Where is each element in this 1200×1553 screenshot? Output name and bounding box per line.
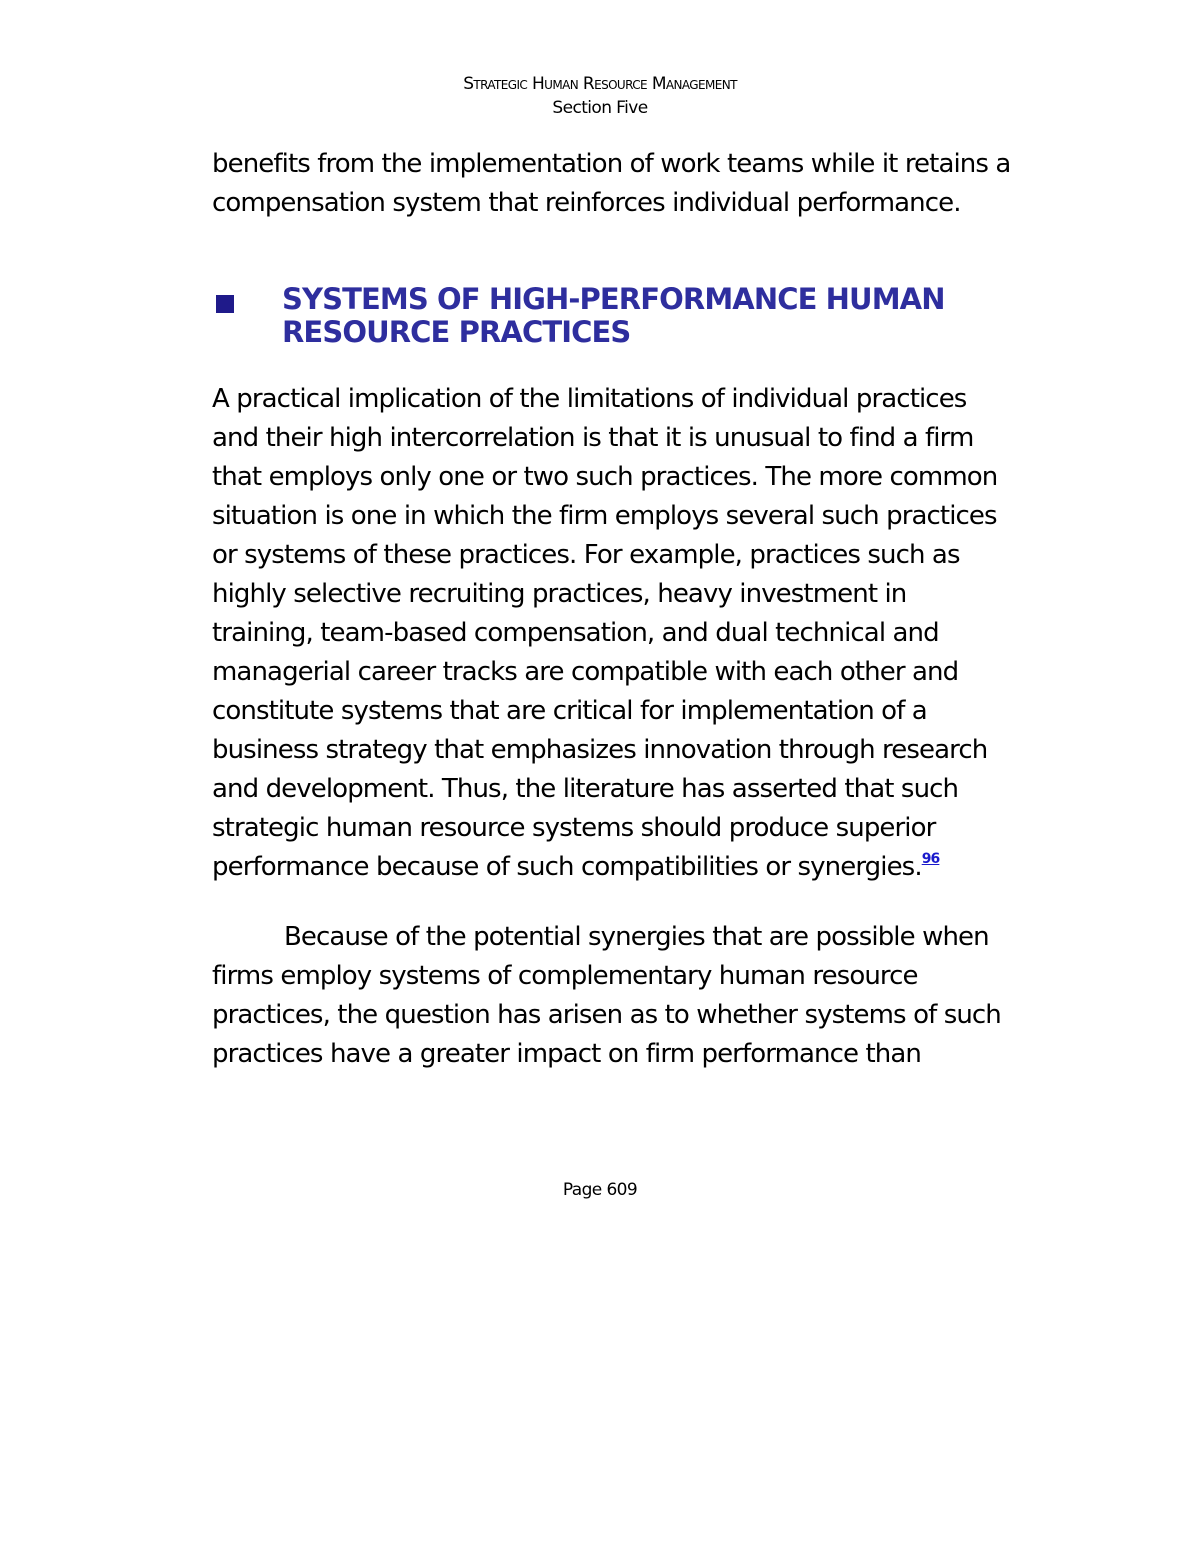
paragraph-systems-text: A practical implication of the limitations of individual practices and their high intercorrelation is that it is unusual to find a firm that employs only one or two such practices. The more common situation is one in which the firm employs several such practices or systems of these practices. For example, practices such as highly selective recruiting practices, heavy investment in training, team-based compensation, and dual technical and managerial career tracks are compatible with each other and constitute systems that are critical for implementation of a business strategy that emphasizes innovation through research and development. Thus, the literature has asserted that such strategic human resource systems should produce superior performance because of such compatibilities or synergies. — [212, 384, 998, 882]
footnote-link[interactable]: 96 — [921, 851, 940, 867]
continued-paragraph: benefits from the implementation of work teams while it retains a compensation system that reinforces individual performance. — [212, 149, 1011, 218]
section-heading-text: SYSTEMS OF HIGH-PERFORMANCE HUMAN RESOURCE PRACTICES — [282, 282, 945, 349]
square-bullet-icon — [216, 295, 234, 313]
paragraph-synergies: Because of the potential synergies that are possible when firms employ systems of complementary human resource practices, the question has arisen as to whether systems of such practices have a greater impact on firm performance than — [212, 922, 1001, 1069]
page-number: Page 609 — [562, 1180, 638, 1200]
running-header — [0, 72, 1200, 120]
document-title: Strategic Human Resource Management — [463, 74, 737, 94]
section-label: Section Five — [552, 98, 648, 118]
paragraph-systems — [212, 380, 1012, 887]
